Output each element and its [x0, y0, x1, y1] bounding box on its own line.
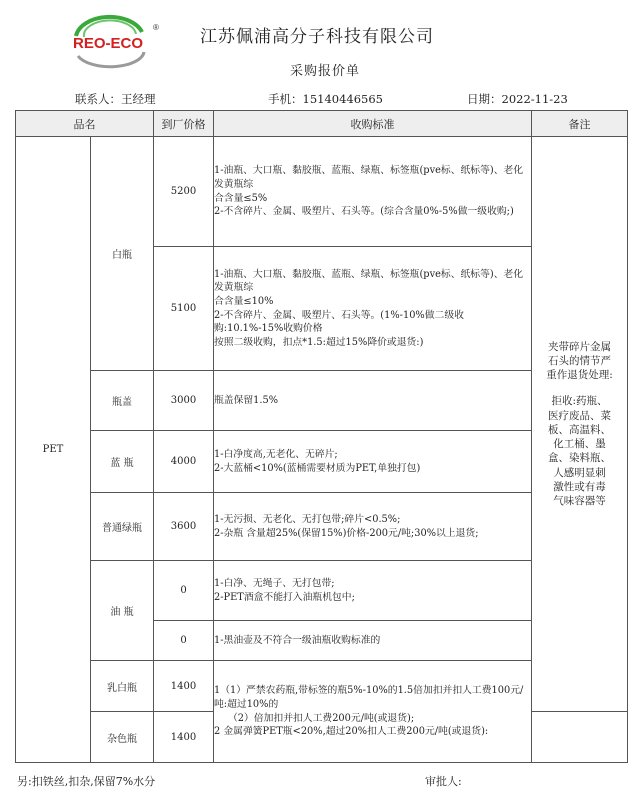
product-name: 杂色瓶	[91, 712, 154, 763]
price-cell: 4000	[154, 431, 214, 493]
remark-line: 板、高温料、	[548, 423, 611, 436]
quote-date: 日期：2022-11-23	[467, 92, 568, 106]
standard-line: 2-PET酒盒不能打入油瓶机包中;	[214, 591, 355, 603]
header-price: 到厂价格	[154, 111, 214, 137]
price-cell: 5200	[154, 137, 214, 247]
logo-grey-arc	[78, 52, 144, 67]
standard-line: 合含量≤10%	[214, 295, 274, 307]
standard-line: 1（1）严禁农药瓶,带标签的瓶5%-10%的1.5倍加扣并扣人工费100元/吨:超过10%的	[214, 685, 524, 710]
logo-text: REO-ECO	[72, 35, 144, 52]
product-name: 白瓶	[91, 137, 154, 371]
price-cell: 3600	[154, 493, 214, 561]
standard-line: 1-白净度高,无老化、无碎片;	[214, 448, 338, 460]
standard-cell-shared	[214, 661, 532, 763]
product-name: 乳白瓶	[91, 661, 154, 712]
company-logo	[58, 6, 162, 70]
standard-line: 2-杂瓶 含量超25%(保留15%)价格-200元/吨;30%以上退货;	[214, 527, 479, 539]
price-cell: 3000	[154, 371, 214, 431]
price-cell: 1400	[154, 712, 214, 763]
company-name: 江苏佩浦高分子科技有限公司	[200, 27, 434, 47]
standard-line: 1-油瓶、大口瓶、黏胶瓶、蓝瓶、绿瓶、标签瓶(pve标、纸标等)、老化发黄瓶综	[214, 165, 524, 190]
remark-empty-cell	[532, 712, 628, 763]
header-standard: 收购标准	[214, 111, 532, 137]
quote-table	[15, 110, 628, 763]
standard-cell	[214, 137, 532, 247]
remark-line: 重作退货处理:	[546, 369, 613, 382]
approver-label: 审批人:	[425, 775, 462, 788]
standard-line: 按照二级收购，扣点*1.5:超过15%降价或退货:)	[214, 336, 424, 348]
table-row	[16, 137, 628, 247]
remark-line: 气味容器等	[553, 494, 606, 507]
logo-registered-mark: ®	[153, 23, 159, 32]
remark-line: 拒收:药瓶、	[551, 395, 608, 408]
standard-cell	[214, 431, 532, 493]
product-name: 油 瓶	[91, 561, 154, 661]
category-cell: PET	[16, 137, 91, 763]
standard-line: 1-油瓶、大口瓶、黏胶瓶、蓝瓶、绿瓶、标签瓶(pve标、纸标等)、老化发黄瓶综	[214, 268, 524, 294]
phone-number: 手机：15140446565	[268, 92, 383, 106]
remark-line: 盒、染料瓶、	[548, 452, 611, 465]
remark-line: 激性或有毒	[553, 480, 606, 493]
remark-line: 医疗废品、菜	[548, 409, 611, 422]
standard-cell	[214, 371, 532, 431]
standard-line: （2）倍加扣并扣人工费200元/吨(或退货);	[228, 712, 415, 724]
remark-line: 人感明显刺	[553, 466, 606, 479]
standard-cell	[214, 561, 532, 621]
table-header-row	[16, 111, 628, 137]
product-name: 普通绿瓶	[91, 493, 154, 561]
price-cell: 0	[154, 621, 214, 661]
price-cell: 0	[154, 561, 214, 621]
remark-cell	[532, 137, 628, 712]
standard-line: 1-黑油壶及不符合一级油瓶收购标准的	[214, 634, 381, 646]
price-cell: 5100	[154, 247, 214, 371]
standard-cell	[214, 621, 532, 661]
remark-line: 夹带碎片金属	[548, 340, 611, 353]
footer-note: 另:扣铁丝,扣杂,保留7%水分	[17, 775, 156, 788]
standard-line: 2 金属弹簧PET瓶<20%,超过20%扣人工费200元/吨(或退货):	[214, 726, 489, 738]
standard-cell	[214, 493, 532, 561]
standard-line: 1-无污损、无老化、无打包带;碎片<0.5%;	[214, 513, 401, 525]
remark-line: 石头的情节严	[548, 355, 611, 368]
standard-line: 2-不含碎片、金属、吸塑片、石头等。(综合含量0%-5%做一级收购;)	[214, 206, 514, 218]
document-title: 采购报价单	[290, 64, 361, 79]
standard-line: 2-大蓝桶<10%(蓝桶需要材质为PET,单独打包)	[214, 462, 421, 474]
standard-line: 2-不含碎片、金属、吸塑片、石头等。(1%-10%做二级收购:10.1%-15%收购价格	[214, 309, 464, 335]
contact-person: 联系人：王经理	[75, 92, 156, 106]
product-name: 瓶盖	[91, 371, 154, 431]
standard-line: 瓶盖保留1.5%	[214, 394, 279, 406]
standard-line: 合含量≤5%	[214, 192, 268, 204]
standard-cell	[214, 247, 532, 371]
price-cell: 1400	[154, 661, 214, 712]
remark-line: 化工桶、墨	[553, 438, 606, 451]
header-product: 品名	[16, 111, 154, 137]
standard-line: 1-白净、无绳子、无打包带;	[214, 577, 335, 589]
product-name: 蓝 瓶	[91, 431, 154, 493]
header-remark: 备注	[532, 111, 628, 137]
